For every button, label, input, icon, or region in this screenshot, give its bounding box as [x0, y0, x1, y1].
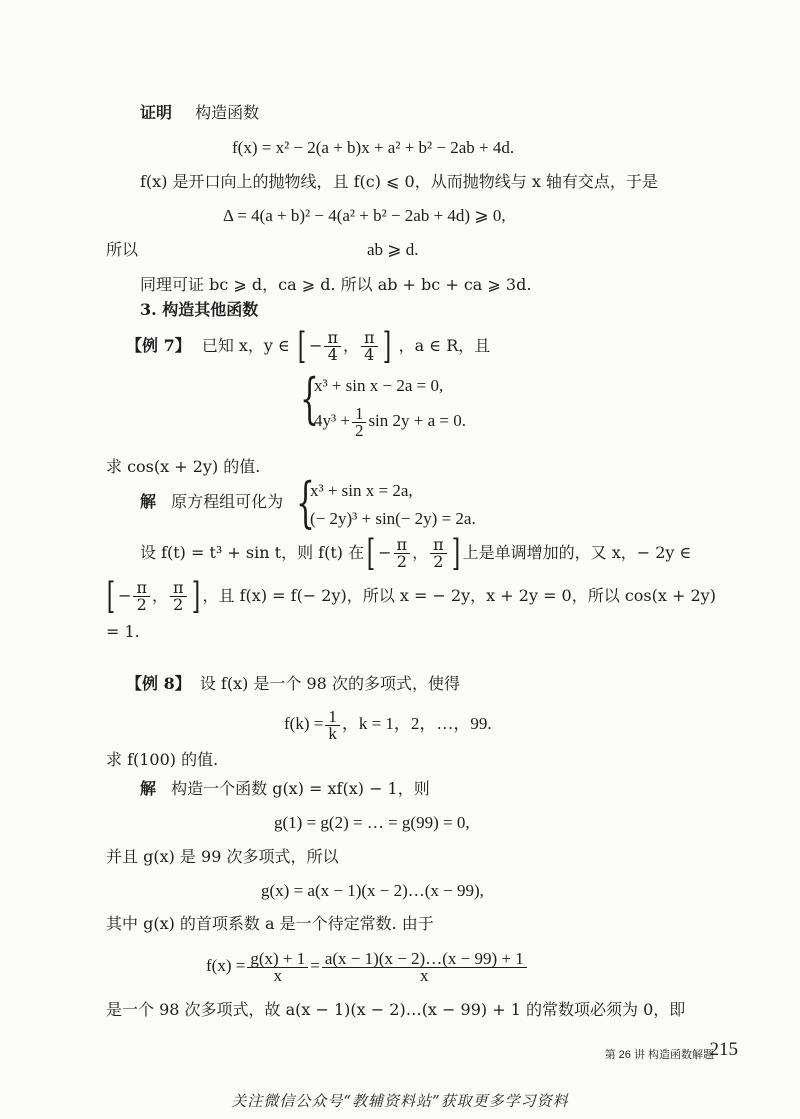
example-7-question: 求 cos(x + 2y) 的值. — [106, 457, 261, 476]
right-bracket: ] — [451, 532, 460, 574]
system-eq-2 — [314, 404, 466, 439]
page-number: 215 — [709, 1039, 738, 1060]
frac-den: x — [420, 965, 429, 985]
proof-equation-1: f(x) = x² − 2(a + b)x + a² + b² − 2ab + 4d. — [232, 138, 515, 157]
frac-den: 2 — [173, 595, 184, 614]
example-8-label: 【例 8】 — [126, 674, 191, 693]
frac-num: π — [430, 537, 447, 554]
eq-part-b: ，k = 1，2，…，99. — [341, 714, 492, 733]
example-8-statement — [126, 672, 460, 696]
fraction-product-over-x — [322, 948, 527, 985]
example-7-paragraph-line-3: = 1. — [106, 622, 140, 641]
comma: ， — [342, 336, 359, 355]
example-8-question: 求 f(100) 的值. — [106, 750, 219, 769]
left-brace: { — [296, 471, 315, 534]
left-bracket: [ — [366, 532, 376, 574]
proof-equation-2: Δ = 4(a + b)² − 4(a² + b² − 2ab + 4d) ⩾ 0, — [223, 206, 506, 225]
frac-num: π — [324, 330, 341, 347]
example-7-statement — [126, 326, 490, 366]
eq-part-a: f(k) = — [284, 714, 324, 733]
frac-den: 2 — [396, 552, 407, 571]
left-bracket: [ — [297, 325, 307, 367]
fraction-one-over-k — [325, 706, 340, 743]
example-8-equation-1: g(1) = g(2) = … = g(99) = 0, — [274, 813, 470, 832]
solution-eq-1: x³ + sin x = 2a, — [310, 481, 413, 500]
fraction-pi-over-4 — [324, 330, 341, 363]
proof-line-2: f(x) 是开口向上的抛物线，且 f(c) ⩽ 0，从而抛物线与 x 轴有交点，于是 — [140, 172, 658, 191]
minus-sign: − — [118, 586, 132, 605]
frac-den: 2 — [354, 420, 364, 440]
example-7-label: 【例 7】 — [126, 336, 191, 355]
frac-num: 1 — [325, 709, 340, 726]
example-8-line-3: 其中 g(x) 的首项系数 a 是一个待定常数. 由于 — [106, 914, 434, 933]
right-bracket: ] — [191, 575, 200, 617]
frac-num: π — [361, 330, 378, 347]
frac-num: 1 — [352, 406, 367, 423]
fraction-pi-over-2 — [170, 580, 187, 613]
frac-den: 2 — [433, 552, 444, 571]
right-bracket: ] — [382, 325, 391, 367]
minus-sign: − — [309, 336, 323, 355]
comma: ， — [151, 586, 168, 605]
frac-num: a(x − 1)(x − 2)…(x − 99) + 1 — [322, 951, 527, 968]
solution-label: 解 — [140, 779, 157, 798]
example-7-solution-intro — [140, 490, 283, 514]
frac-num: π — [394, 537, 411, 554]
fraction-pi-over-2 — [394, 537, 411, 570]
equals-sign: = — [310, 956, 320, 975]
solution-text: 构造一个函数 g(x) = xf(x) − 1，则 — [171, 779, 430, 798]
left-bracket: [ — [106, 575, 116, 617]
comma: ， — [412, 543, 429, 562]
frac-den: k — [328, 723, 337, 743]
example-7-paragraph-line-2 — [104, 576, 716, 616]
system-eq-1: x³ + sin x − 2a = 0, — [314, 376, 444, 395]
example-8-equation-2: g(x) = a(x − 1)(x − 2)…(x − 99), — [261, 881, 484, 900]
p2-text: ，且 f(x) = f(− 2y)，所以 x = − 2y，x + 2y = 0，所以 cos(x + 2y) — [202, 586, 716, 605]
sys2-part-a: 4y³ + — [314, 411, 350, 430]
watermark-text: 关注微信公众号“教辅资料站”获取更多学习资料 — [231, 1092, 569, 1110]
example-7-text: 已知 x，y ∈ — [201, 336, 290, 355]
p1-text-b: 上是单调增加的，又 x，− 2y ∈ — [462, 543, 692, 562]
chapter-title: 第 26 讲 构造函数解题 — [604, 1049, 714, 1061]
proof-label: 证明 — [140, 103, 173, 122]
fraction-pi-over-2 — [430, 537, 447, 570]
p1-text-a: 设 f(t) = t³ + sin t，则 f(t) 在 — [140, 543, 365, 562]
frac-den: 4 — [327, 345, 338, 364]
fraction-g-over-x — [247, 948, 308, 985]
eq3-lhs: f(x) = — [206, 956, 246, 975]
fraction-pi-over-4 — [361, 330, 378, 363]
frac-den: x — [273, 965, 283, 985]
frac-den: 2 — [136, 595, 147, 614]
example-7-paragraph-line-1 — [140, 533, 691, 573]
frac-num: π — [170, 580, 187, 597]
proof-intro: 构造函数 — [195, 103, 260, 122]
solution-system-7 — [296, 471, 526, 536]
example-7-text-b: ，a ∈ R，且 — [398, 336, 491, 355]
example-8-line-4: 是一个 98 次多项式，故 a(x − 1)(x − 2)…(x − 99) + 1 的常数项必须为 0，即 — [106, 1000, 686, 1019]
minus-sign: − — [378, 543, 392, 562]
frac-num: g(x) + 1 — [247, 951, 308, 968]
frac-num: π — [133, 580, 150, 597]
equation-system-7 — [300, 367, 520, 440]
example-8-equation-3 — [206, 944, 529, 988]
proof-heading — [140, 101, 259, 125]
section-3-title: 3. 构造其他函数 — [140, 300, 259, 319]
fraction-one-half — [352, 403, 367, 440]
left-brace: { — [300, 367, 319, 430]
example-8-equation — [284, 704, 492, 744]
example-8-text: 设 f(x) 是一个 98 次的多项式，使得 — [199, 674, 460, 693]
sys2-part-b: sin 2y + a = 0. — [368, 411, 466, 430]
frac-den: 4 — [364, 345, 375, 364]
solution-label: 解 — [140, 492, 157, 511]
solution-eq-2: (− 2y)³ + sin(− 2y) = 2a. — [310, 509, 476, 528]
proof-line-4: 同理可证 bc ⩾ d，ca ⩾ d. 所以 ab + bc + ca ⩾ 3d. — [140, 275, 532, 294]
solution-text: 原方程组可化为 — [171, 492, 284, 511]
fraction-pi-over-2 — [133, 580, 150, 613]
example-8-line-2: 并且 g(x) 是 99 次多项式，所以 — [106, 847, 339, 866]
proof-so-label: 所以 — [106, 240, 139, 259]
proof-equation-3: ab ⩾ d. — [367, 240, 419, 259]
example-8-solution-intro — [140, 777, 430, 801]
